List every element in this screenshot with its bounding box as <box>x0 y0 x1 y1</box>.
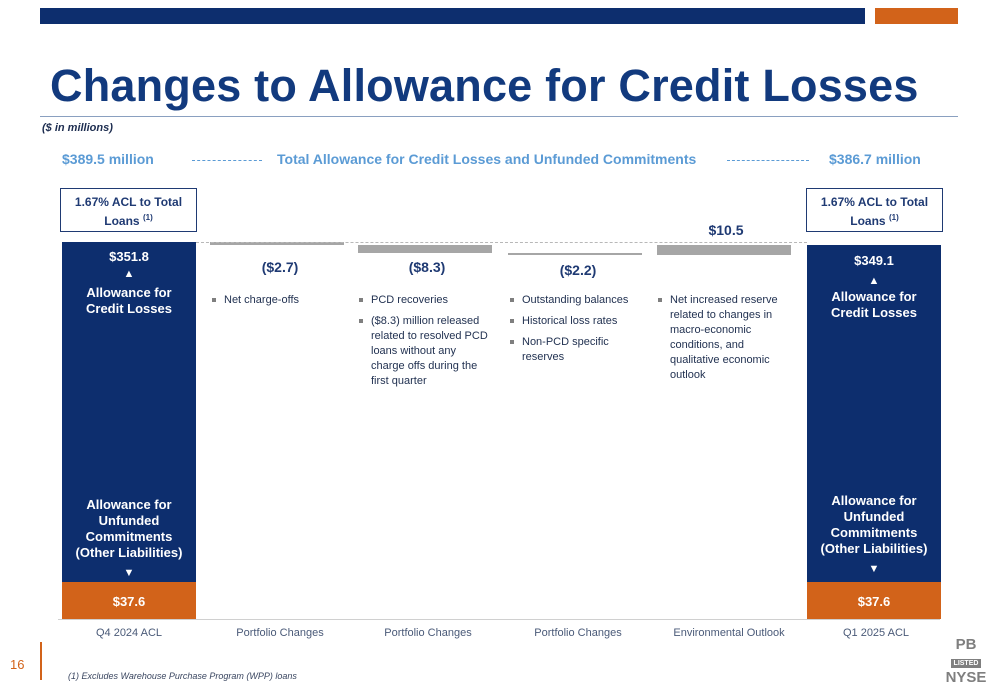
page-number: 16 <box>10 657 25 672</box>
bar-label-unfunded: Allowance for Unfunded Commitments (Other Liabilities) <box>820 493 928 556</box>
total-dash-right <box>727 160 809 161</box>
nyse-listed-logo <box>942 637 990 686</box>
waterfall-connector <box>196 242 807 243</box>
units-subtitle: ($ in millions) <box>42 122 113 134</box>
x-tick-label: Portfolio Changes <box>384 627 472 639</box>
x-tick-label: Environmental Outlook <box>673 627 785 639</box>
total-right: $386.7 million <box>829 151 921 167</box>
logo-text: PB <box>955 636 977 653</box>
footnote-ref: (1) <box>888 213 899 222</box>
bullet-item: Net increased reserve related to changes in macro-economic conditions, and qualitative economic outlook <box>656 293 781 383</box>
bullet-item: Historical loss rates <box>508 314 643 329</box>
bar-label-acl: Allowance for Credit Losses <box>831 289 917 320</box>
total-label: Total Allowance for Credit Losses and Unfunded Commitments <box>277 151 697 167</box>
up-arrow-icon: ▲ <box>868 275 880 287</box>
x-tick-label: Q1 2025 ACL <box>842 627 910 639</box>
down-arrow-icon: ▼ <box>868 563 880 575</box>
data-label-q4-unfunded: $37.6 <box>112 594 146 609</box>
acl-ratio-text: 1.67% ACL to Total Loans <box>820 195 929 228</box>
bar-change-environmental <box>657 245 791 255</box>
logo-text: LISTED <box>951 659 982 668</box>
total-dash-left <box>192 160 262 161</box>
acl-ratio-text: 1.67% ACL to Total Loans <box>74 195 183 228</box>
x-axis-line <box>58 619 940 620</box>
bar-label-acl: Allowance for Credit Losses <box>86 285 172 316</box>
bullet-item: ($8.3) million released related to resolved PCD loans without any charge offs during the first quarter <box>357 314 492 389</box>
title-divider <box>40 116 958 117</box>
data-label-q4-acl: $351.8 <box>109 249 149 264</box>
data-label-change-1: ($2.7) <box>261 259 299 275</box>
footer-divider <box>40 642 42 680</box>
header-bar-orange <box>875 8 958 24</box>
bullet-item: PCD recoveries <box>357 293 492 308</box>
acl-ratio-box-right <box>806 188 943 232</box>
data-label-q1-acl: $349.1 <box>854 253 894 268</box>
data-label-change-3: ($2.2) <box>559 262 597 278</box>
data-label-change-2: ($8.3) <box>408 259 446 275</box>
bullets-pcd-recoveries <box>357 293 492 395</box>
footnote-ref: (1) <box>142 213 153 222</box>
page-title: Changes to Allowance for Credit Losses <box>50 60 919 111</box>
bullet-item: Net charge-offs <box>210 293 345 308</box>
data-label-q1-unfunded: $37.6 <box>857 594 891 609</box>
data-label-change-4: $10.5 <box>708 222 744 238</box>
header-bar-blue <box>40 8 865 24</box>
bullets-environmental <box>656 293 781 389</box>
bar-change-portfolio <box>508 253 642 255</box>
logo-text: NYSE <box>945 669 987 686</box>
bullet-item: Outstanding balances <box>508 293 643 308</box>
bullets-net-charge-offs <box>210 293 345 314</box>
bullets-portfolio <box>508 293 643 371</box>
x-tick-label: Portfolio Changes <box>534 627 622 639</box>
total-left: $389.5 million <box>62 151 154 167</box>
footnote: (1) Excludes Warehouse Purchase Program (WPP) loans <box>68 671 297 681</box>
up-arrow-icon: ▲ <box>123 268 135 280</box>
down-arrow-icon: ▼ <box>123 567 135 579</box>
bullet-item: Non-PCD specific reserves <box>508 335 643 365</box>
bar-label-unfunded: Allowance for Unfunded Commitments (Other Liabilities) <box>75 497 183 560</box>
x-tick-label: Portfolio Changes <box>236 627 324 639</box>
acl-ratio-box-left <box>60 188 197 232</box>
x-tick-label: Q4 2024 ACL <box>95 627 163 639</box>
bar-change-pcd-recoveries <box>358 245 492 253</box>
